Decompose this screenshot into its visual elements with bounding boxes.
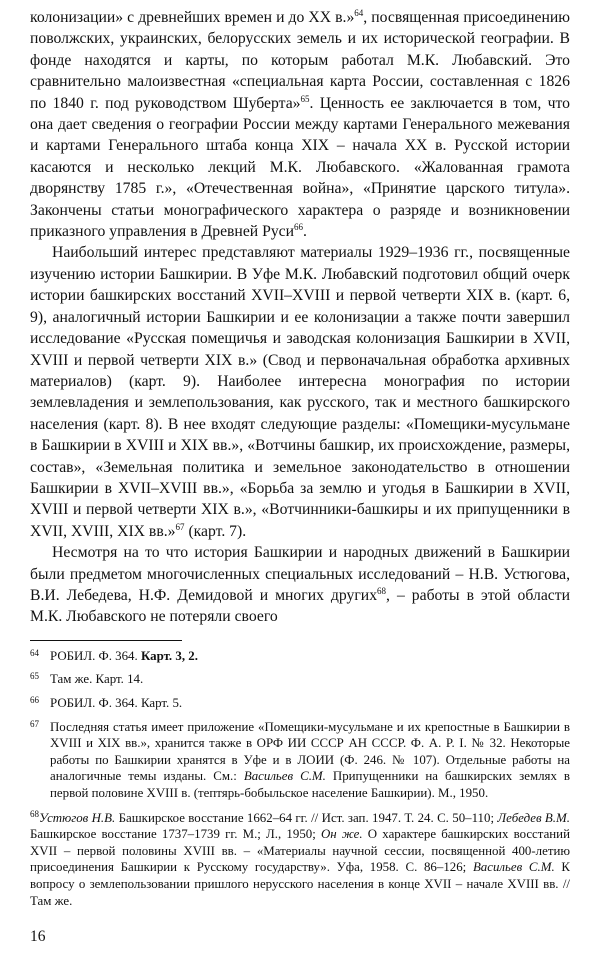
footnote-text: РОБИЛ. Ф. 364. — [50, 648, 141, 663]
footnote-text: РОБИЛ. Ф. 364. Карт. 5. — [50, 695, 183, 710]
footnote-text-bold: Карт. 3, 2. — [140, 648, 198, 663]
footnote-text: Последняя статья имеет приложение «Помещики-мусульмане и их крепостные в Башкирии в XVIII и XIX вв.», хранится также в ОРФ ИИ СССР АН СССР. Ф. А. Р. I. № 32. Некоторые работы по Башкирии хранятся в Уфе и в ЛОИИ (Ф. 246. № 107). Отдельные работы на аналогичные темы изданы. См.: — [50, 719, 570, 784]
text-run: Наибольший интерес представляют материалы 1929–1936 гг., посвященные изучению истории Башкирии. В Уфе М.К. Любавский подготовил общий очерк истории башкирских восстаний XVII–XVIII и первой четверти XIX в. (карт. 6, 9), аналогичный истории Башкирии и ее колонизации а также почти завершил исследование «Русская помещичья и заводская колонизация Башкирии в XVII, XVIII и первой четверти XIX в.» (Свод и первоначальная обработка архивных материалов) (карт. 9). Наиболее интересна монография по истории землевладения и землепользования, как русского, так и местного башкирского населения (карт. 8). В нее входят следующие разделы: «Помещики-мусульмане в Башкирии в XVIII и XIX вв.», «Вотчины башкир, их происхождение, размеры, состав», «Земельная политика и земельное законодательство в отношении Башкирии в XVII–XVIII вв.», «Борьба за землю и угодья в Башкирии в XVII, XVIII и первой четверти XIX в.», «Вотчинники-башкиры и их припущенники в XVII, XVIII, XIX вв.» — [30, 244, 570, 540]
footnote-67 — [30, 719, 570, 802]
footnote-65 — [30, 671, 570, 688]
text-run: . Ценность ее заключается в том, что она дает сведения о географии России между картами Генерального межевания и картами Генерального штаба конца XIX – начала XX в. Русской истории касаются и несколько лекций М.К. Любавского. «Жалованная грамота дворянству 1785 г.», «Отечественная война», «Принятие царского титула». Закончены статьи монографического характера о разряде и возникновении приказного управления в Древней Руси — [30, 94, 570, 241]
footnote-ref: 64 — [354, 8, 364, 18]
footnotes — [30, 648, 570, 909]
page-number: 16 — [30, 928, 46, 945]
footnote-text: О характере башкирских восстаний XVII – первой половины XVIII вв. – «Материалы научной сессии, посвященной 400-летию присоединения Башкирии к Русскому государству». Уфа, 1958. С. 86–126; — [30, 827, 570, 875]
footnote-number: 68 — [30, 808, 39, 819]
footnote-number: 67 — [30, 718, 39, 729]
footnote-number: 64 — [30, 647, 39, 658]
text-run: , посвященная присоединению поволжских, украинских, белорусских земель и их исторической географии. В фонде находятся и карты, по которым работал М.К. Любавский. Это сравнительно малоизвестная «специальная карта России, составленная с 1826 по 1840 г. под руководством Шуберта» — [30, 9, 570, 112]
paragraph-1 — [30, 7, 570, 242]
footnote-author: Лебедев В.М. — [497, 810, 570, 825]
footnote-text: Башкирское восстание 1737–1739 гг. М.; Л., 1950; — [30, 827, 321, 842]
footnote-ref: 67 — [175, 521, 185, 532]
footnote-author: Он же. — [320, 827, 363, 842]
footnote-text: Башкирское восстание 1662–64 гг. // Ист. зап. 1947. Т. 24. С. 50–110; — [115, 810, 498, 825]
paragraph-2 — [30, 242, 570, 542]
footnote-text: Припущенники на башкирских землях в первой половине XVIII в. (тептярь-бобыльское население Башкирии). М., 1950. — [50, 769, 571, 800]
text-run: (карт. 7). — [184, 522, 247, 540]
footnote-66 — [30, 695, 570, 712]
footnote-number: 65 — [30, 671, 39, 682]
footnote-ref: 66 — [294, 222, 304, 233]
paragraph-3 — [30, 542, 570, 628]
footnote-68 — [30, 809, 570, 910]
footnote-author: Васильев С.М. — [472, 860, 555, 875]
text-run: колонизации» с древнейших времен и до XX в.» — [30, 9, 355, 26]
text-run: Несмотря на то что история Башкирии и народных движений в Башкирии были предметом многочисленных специальных исследований – Н.В. Устюгова, В.И. Лебедева, Н.Ф. Демидовой и многих других — [30, 544, 570, 604]
document-page — [30, 0, 571, 945]
footnote-text: К вопросу о землепользовании пришлого нерусского населения в конце XVII – начале XVIII вв. // Там же. — [30, 860, 571, 908]
main-text — [30, 7, 570, 628]
text-run: . — [303, 223, 307, 241]
footnote-ref: 65 — [300, 93, 310, 104]
footnote-author: Васильев С.М. — [243, 769, 326, 784]
footnote-number: 66 — [30, 694, 39, 705]
footnote-author: Устюгов Н.В. — [39, 810, 116, 825]
text-run: , – работы в этой области М.К. Любавского не потеряли своего — [30, 586, 570, 626]
footnote-text: Там же. Карт. 14. — [50, 672, 144, 687]
footnote-ref: 68 — [377, 585, 387, 596]
footnote-divider — [30, 640, 182, 641]
footnote-64 — [30, 648, 570, 665]
